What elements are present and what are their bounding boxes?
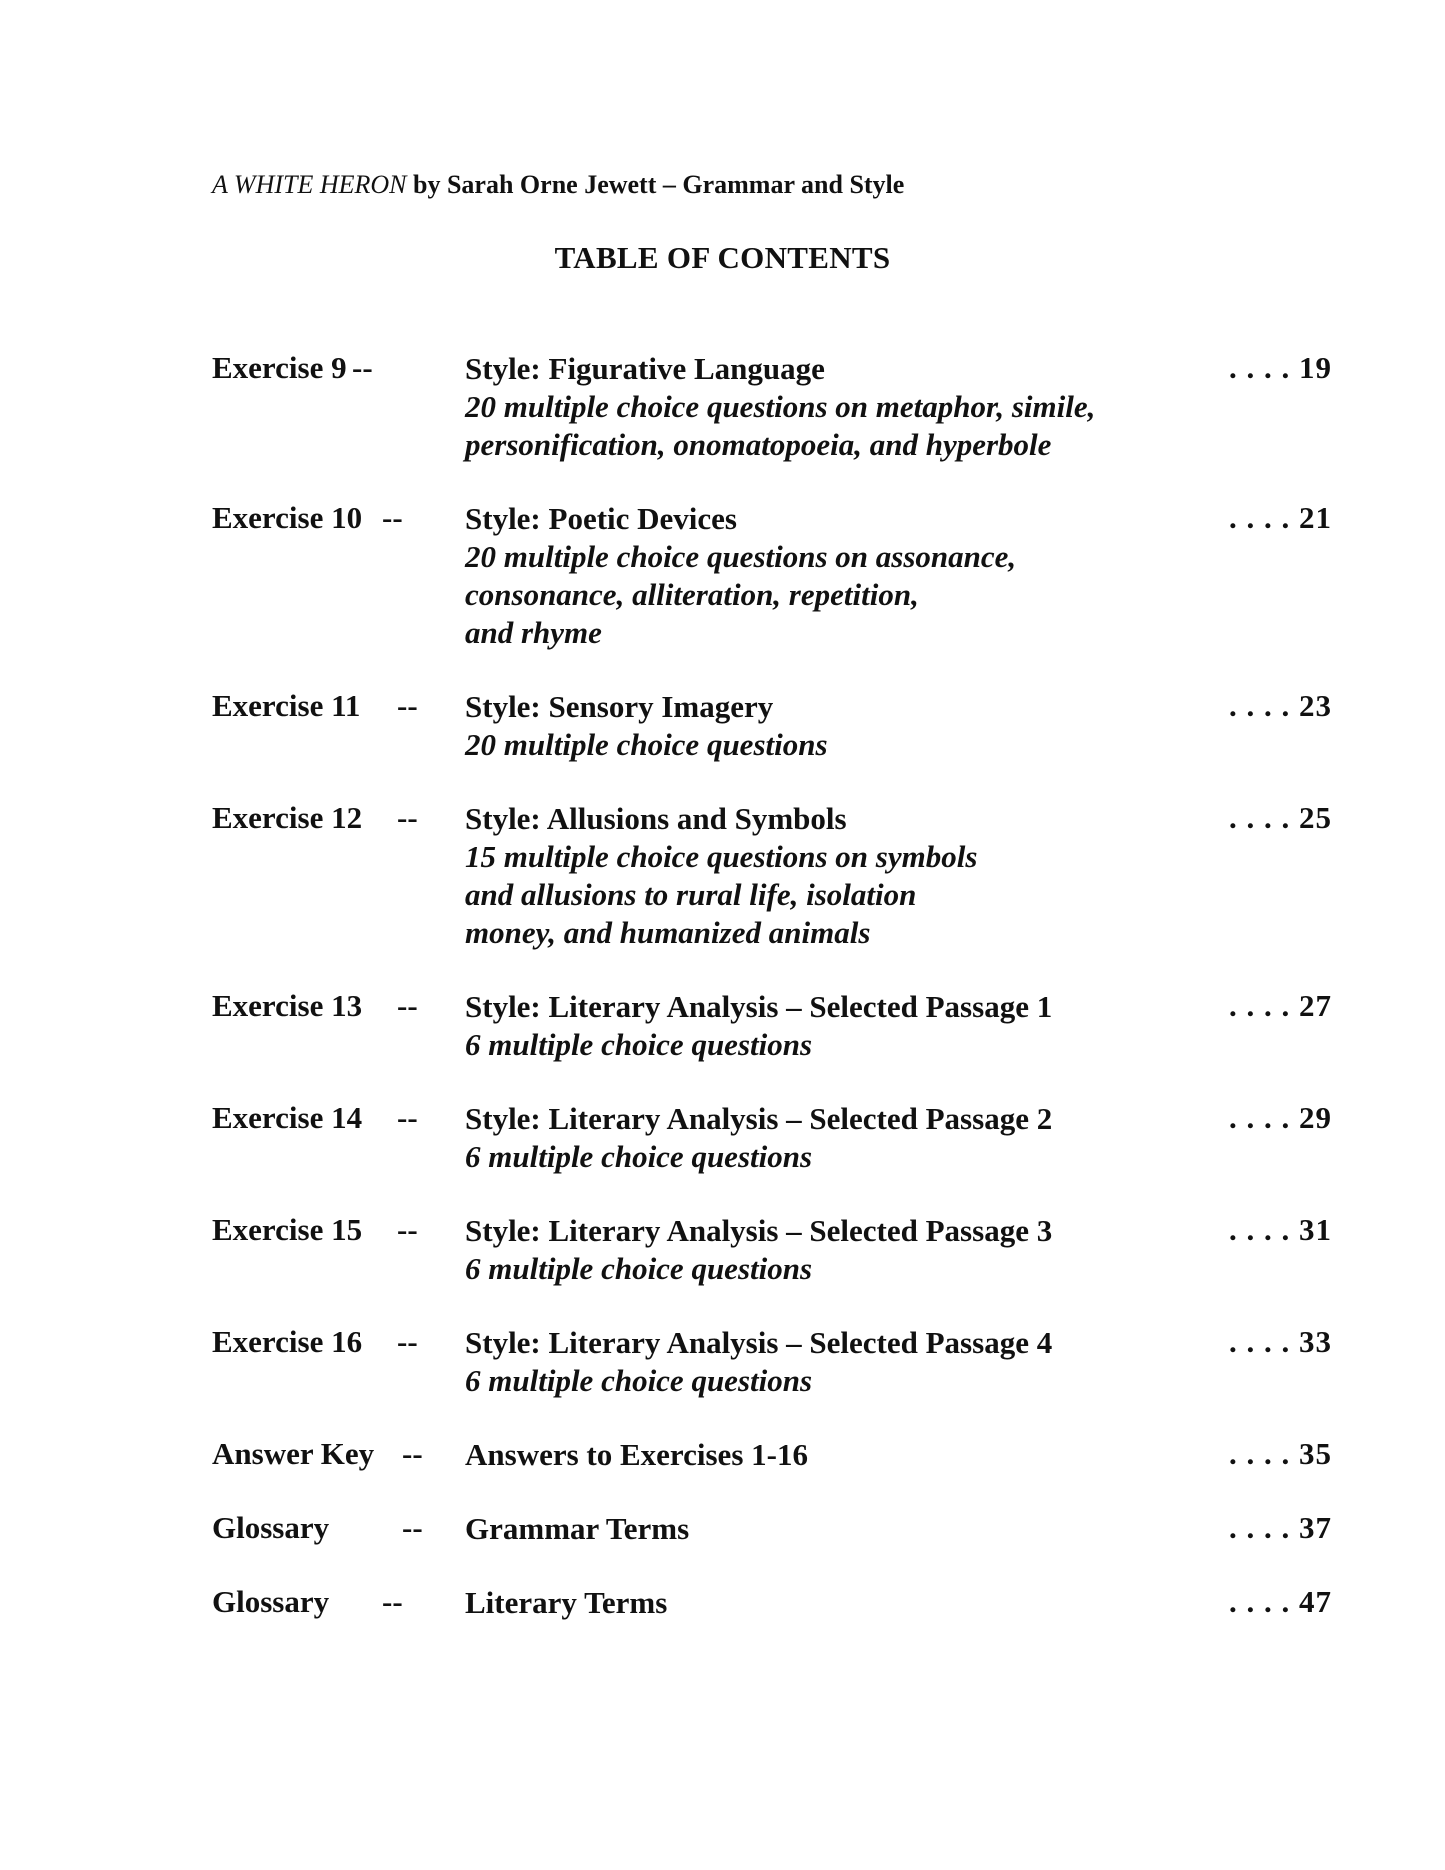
toc-entry-description-line: 20 multiple choice questions on assonance, <box>465 539 1017 574</box>
toc-entry-label: Exercise 16 <box>212 1324 363 1359</box>
toc-entry-description <box>465 1026 1185 1064</box>
toc-entry <box>212 500 1332 652</box>
toc-entry-description <box>465 726 1185 764</box>
toc-entry-content <box>465 500 1185 652</box>
toc-entry <box>212 800 1332 952</box>
toc-entry <box>212 1100 1332 1176</box>
toc-entry-content <box>465 988 1185 1064</box>
book-title: A WHITE HERON <box>212 170 407 199</box>
header-subtitle: by Sarah Orne Jewett – Grammar and Style <box>406 170 905 199</box>
toc-entry-separator: -- <box>397 1324 418 1359</box>
toc-entry-content <box>465 1212 1185 1288</box>
toc-entry-description-line: 20 multiple choice questions on metaphor, simile, <box>465 389 1096 424</box>
toc-entry-description <box>465 538 1185 652</box>
toc-entry-description-line: personification, onomatopoeia, and hyperbole <box>465 427 1052 462</box>
toc-entry-label: Answer Key <box>212 1436 375 1471</box>
document-header <box>212 170 904 200</box>
toc-entry-label: Exercise 12 <box>212 800 363 835</box>
toc-entry-description-line: and allusions to rural life, isolation <box>465 877 917 912</box>
toc-entry <box>212 988 1332 1064</box>
toc-entry-description-line: 20 multiple choice questions <box>465 727 828 762</box>
toc-entry-label: Exercise 11 <box>212 688 361 723</box>
toc-entry-separator: -- <box>397 1212 418 1247</box>
toc-entry-page-number: . . . . 33 <box>1229 1324 1332 1359</box>
toc-entry-page-number: . . . . 25 <box>1229 800 1332 835</box>
toc-entry-heading: Style: Poetic Devices <box>465 501 737 536</box>
toc-entry-label: Exercise 9 <box>212 350 347 385</box>
toc-entry-content <box>465 1324 1185 1400</box>
toc-entry-separator: -- <box>382 500 403 535</box>
toc-entry-page-number: . . . . 29 <box>1229 1100 1332 1135</box>
toc-entry-page-number: . . . . 47 <box>1229 1584 1332 1619</box>
toc-entry <box>212 688 1332 764</box>
toc-entry-page-number: . . . . 35 <box>1229 1436 1332 1471</box>
toc-entry-separator: -- <box>382 1584 403 1619</box>
toc-entry-description <box>465 388 1185 464</box>
toc-entry-heading: Style: Literary Analysis – Selected Passage 4 <box>465 1325 1053 1360</box>
toc-entry-separator: -- <box>397 688 418 723</box>
toc-entry-content <box>465 1510 1185 1548</box>
toc-entry-description-line: 6 multiple choice questions <box>465 1251 813 1286</box>
table-of-contents <box>212 350 1332 1658</box>
toc-entry-heading: Style: Allusions and Symbols <box>465 801 847 836</box>
toc-entry-page-number: . . . . 37 <box>1229 1510 1332 1545</box>
toc-entry-description <box>465 1250 1185 1288</box>
toc-entry-separator: -- <box>402 1510 423 1545</box>
toc-entry <box>212 1584 1332 1622</box>
toc-entry-content <box>465 688 1185 764</box>
toc-entry-page-number: . . . . 19 <box>1229 350 1332 385</box>
toc-entry-content <box>465 800 1185 952</box>
toc-entry <box>212 1324 1332 1400</box>
toc-entry-content <box>465 350 1185 464</box>
toc-entry-heading: Literary Terms <box>465 1585 668 1620</box>
toc-entry-description-line: consonance, alliteration, repetition, <box>465 577 919 612</box>
toc-entry-heading: Answers to Exercises 1-16 <box>465 1437 808 1472</box>
toc-entry <box>212 1510 1332 1548</box>
toc-entry-content <box>465 1100 1185 1176</box>
toc-entry <box>212 1436 1332 1474</box>
toc-entry-separator: -- <box>397 800 418 835</box>
toc-entry-separator: -- <box>397 1100 418 1135</box>
toc-entry-description <box>465 838 1185 952</box>
toc-entry-label: Exercise 15 <box>212 1212 363 1247</box>
toc-entry-separator: -- <box>397 988 418 1023</box>
toc-entry-description <box>465 1362 1185 1400</box>
toc-entry-separator: -- <box>402 1436 423 1471</box>
toc-entry-label: Exercise 13 <box>212 988 363 1023</box>
toc-entry-page-number: . . . . 27 <box>1229 988 1332 1023</box>
toc-entry-content <box>465 1436 1185 1474</box>
toc-entry <box>212 1212 1332 1288</box>
toc-entry-description-line: 6 multiple choice questions <box>465 1139 813 1174</box>
toc-entry-heading: Style: Literary Analysis – Selected Passage 3 <box>465 1213 1053 1248</box>
toc-entry-label: Exercise 14 <box>212 1100 363 1135</box>
toc-entry <box>212 350 1332 464</box>
toc-entry-heading: Style: Literary Analysis – Selected Passage 2 <box>465 1101 1053 1136</box>
toc-entry-content <box>465 1584 1185 1622</box>
toc-entry-heading: Style: Figurative Language <box>465 351 825 386</box>
toc-entry-heading: Style: Literary Analysis – Selected Passage 1 <box>465 989 1053 1024</box>
toc-entry-page-number: . . . . 23 <box>1229 688 1332 723</box>
toc-entry-page-number: . . . . 31 <box>1229 1212 1332 1247</box>
page-title: TABLE OF CONTENTS <box>554 240 891 275</box>
toc-entry-label: Exercise 10 <box>212 500 363 535</box>
toc-entry-separator: -- <box>352 350 373 385</box>
toc-entry-description-line: 6 multiple choice questions <box>465 1363 813 1398</box>
toc-entry-description-line: and rhyme <box>465 615 602 650</box>
toc-entry-heading: Grammar Terms <box>465 1511 690 1546</box>
toc-entry-description-line: money, and humanized animals <box>465 915 871 950</box>
toc-entry-page-number: . . . . 21 <box>1229 500 1332 535</box>
toc-entry-heading: Style: Sensory Imagery <box>465 689 774 724</box>
toc-entry-description-line: 15 multiple choice questions on symbols <box>465 839 978 874</box>
toc-entry-label: Glossary <box>212 1510 330 1545</box>
toc-entry-label: Glossary <box>212 1584 330 1619</box>
toc-entry-description <box>465 1138 1185 1176</box>
toc-entry-description-line: 6 multiple choice questions <box>465 1027 813 1062</box>
